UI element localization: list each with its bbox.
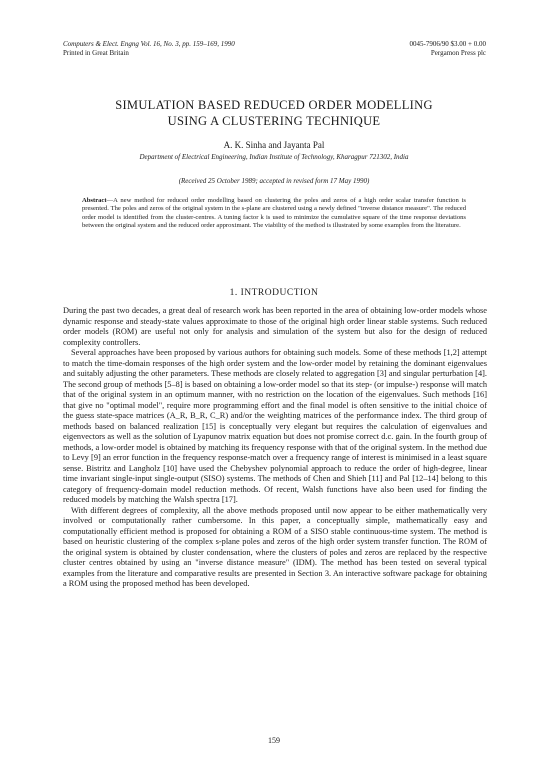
paragraph: During the past two decades, a great deal of research work has been reported in the area of obtaining low-order models whose dynamic response and steady-state values approximate to those of the original high order linear stable systems. Such reduced order models (ROM) are useful not only for analysis and simulation of the system but also for the design of reduced complexity controllers. (63, 306, 487, 347)
title-line-2: USING A CLUSTERING TECHNIQUE (167, 114, 381, 128)
abstract-label: Abstract (82, 197, 107, 204)
abstract-text: —A new method for reduced order modelling based on clustering the poles and zeros of a high order scalar transfer function is presented. The poles and zeros of the original system in the s-plane are clustered using a newly defined "inverse distance measure". The reduced order model is identified from the cluster-centres. A tuning factor k is used to minimize the cumulative square of the time response deviations between the original system and the reduced order approximant. The viability of the method is illustrated by some examples from the literature. (82, 197, 466, 230)
publisher-info (410, 40, 486, 58)
body-text (63, 306, 487, 590)
section-heading: 1. INTRODUCTION (229, 288, 319, 298)
paper-title (63, 97, 485, 129)
affiliation: Department of Electrical Engineering, Indian Institute of Technology, Kharagpur 721302, India (139, 153, 409, 161)
page-number: 159 (268, 736, 280, 745)
author-list: A. K. Sinha and Jayanta Pal (223, 140, 325, 150)
paragraph: Several approaches have been proposed by various authors for obtaining such models. Some of these methods [1,2] attempt to match the time-domain responses of the high order system and the low-order model by retaining the dominant eigenvalues and suitably adjusting the other parameters. These methods are closely related to aggregation [3] and singular perturbation [4]. The second group of methods [5–8] is based on obtaining a low-order model so that its step- (or impulse-) response will match that of the original system in an optimum manner, with no restriction on the location of the eigenvalues. Such methods [16] that give no "optimal model", require more programming effort and the final model is often sensitive to the initial choice of the guess state-space matrices (A_R, B_R, C_R) and/or the weighting matrices of the performance index. The third group of methods based on balanced realization [15] is conceptually very elegant but requires the calculation of eigenvalues and eigenvectors as well as the solution of Lyapunov matrix equation but does not promise correct d.c. gain. In the fourth group of methods, a low-order model is obtained by matching its frequency response with that of the original system. In the method due to Levy [9] an error function in the frequency response-match over a frequency range of interest is minimised in a least square sense. Bistritz and Langholz [10] have used the Chebyshev polynomial approach to reduce the order of high-degree, linear time invariant single-input single-output (SISO) systems. The methods of Chen and Shieh [11] and Pal [12–14] belong to this category of frequency-domain model reduction methods. Of recent, Walsh functions have also been used for finding the reduced models by matching the Walsh spectra [17]. (63, 348, 487, 504)
publisher-name: Pergamon Press plc (430, 49, 486, 57)
paragraph: With different degrees of complexity, all the above methods proposed until now appear to be either mathematically very involved or computationally rather cumbersome. In this paper, a conceptually simple, mathematically easy and computationally efficient method is proposed for obtaining a ROM of a SISO stable continuous-time system. The method is based on heuristic clustering of the complex s-plane poles and zeros of the high order system transfer function. The ROM of the original system is obtained by cluster condensation, where the clusters of poles and zeros are replaced by the respective cluster centres obtained by using an "inverse distance measure" (IDM). The method has been tested on several typical examples from the literature and comparative results are presented in Section 3. An interactive software package for obtaining a ROM using the proposed method has been developed. (63, 505, 487, 588)
price-code: 0045-7906/90 $3.00 + 0.00 (409, 40, 486, 48)
abstract (82, 197, 466, 231)
journal-reference: Computers & Elect. Engng Vol. 16, No. 3, pp. 159–169, 1990 (63, 40, 235, 48)
received-date: (Received 25 October 1989; accepted in revised form 17 May 1990) (178, 177, 370, 185)
journal-citation (63, 40, 235, 58)
printed-in: Printed in Great Britain (63, 49, 129, 57)
title-line-1: SIMULATION BASED REDUCED ORDER MODELLING (115, 98, 433, 112)
